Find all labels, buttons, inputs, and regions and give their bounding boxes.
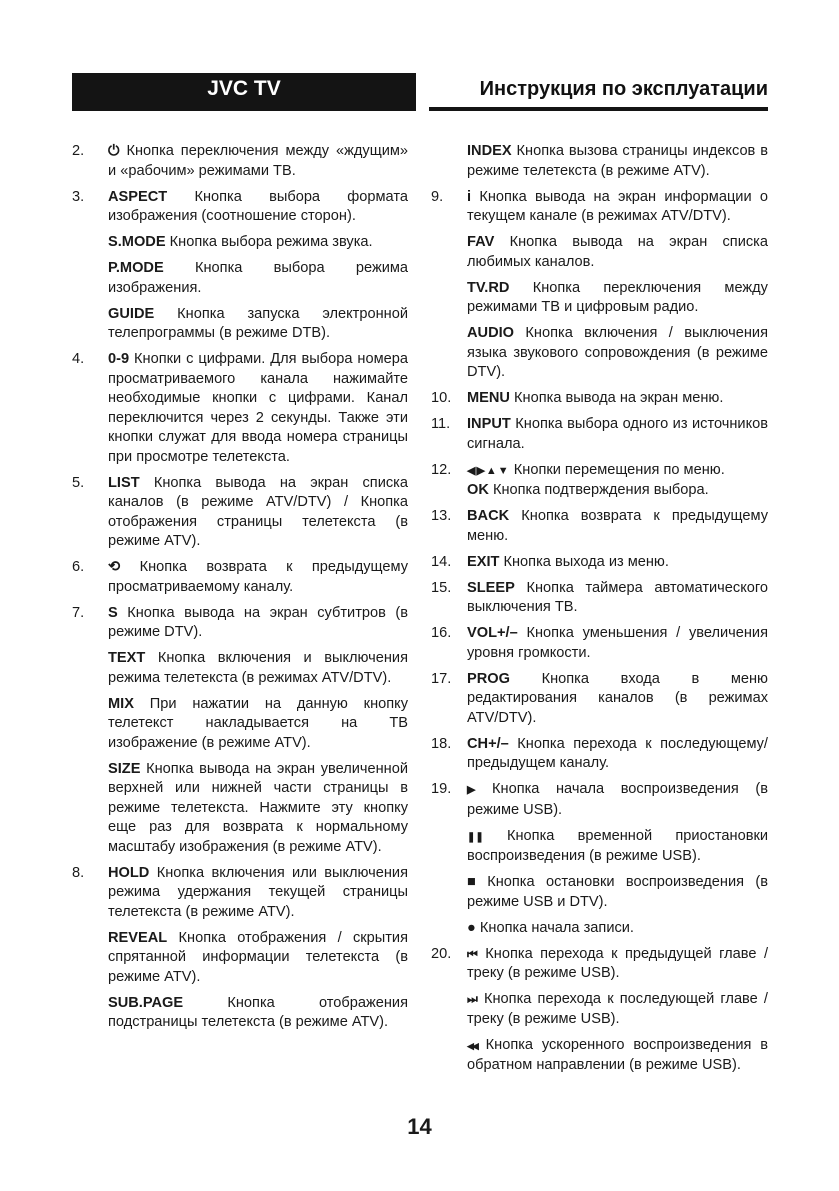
item-text: Кнопка выбора режима звука. xyxy=(169,234,373,250)
key-label: SUB.PAGE xyxy=(108,994,184,1011)
item-text: Кнопка перехода к последующему/предыдущем каналу. xyxy=(467,735,768,771)
item-number: 18. xyxy=(431,735,452,752)
item-text: Кнопка переключения между «ждущим» и «рабочим» режимами ТВ. xyxy=(108,143,408,179)
list-item xyxy=(431,579,768,618)
key-label: EXIT xyxy=(467,553,500,570)
key-label: OK xyxy=(467,482,489,498)
key-label: PROG xyxy=(467,670,510,687)
item-text: Кнопка временной приостановки воспроизведения (в режиме USB). xyxy=(467,827,769,864)
list-subitem xyxy=(72,760,408,858)
list-subitem xyxy=(431,1036,768,1076)
item-text: Кнопка возврата к предыдущему просматриваемому каналу. xyxy=(108,559,408,595)
item-text: Кнопка таймера автоматического выключения ТВ. xyxy=(467,579,768,615)
info-icon: i xyxy=(467,188,472,205)
key-label: BACK xyxy=(467,508,510,524)
item-text: Кнопка включения / выключения языка звукового сопровождения (в режиме DTV). xyxy=(467,325,768,380)
next-track-icon: ⏭ xyxy=(467,992,478,1006)
right-column xyxy=(431,142,768,1082)
item-text: Кнопка отображения подстраницы телетекста (в режиме ATV). xyxy=(108,994,408,1030)
item-text: Кнопка выбора одного из источников сигнала. xyxy=(467,416,768,452)
item-number: 13. xyxy=(431,508,452,524)
item-text: Кнопка вывода на экран списка каналов (в режиме ATV/DTV) / Кнопка отображения страницы телетекста (в режиме ATV). xyxy=(108,474,408,549)
item-number: 7. xyxy=(72,604,85,621)
stop-icon: ■ xyxy=(467,874,476,890)
key-label: REVEAL xyxy=(108,929,168,946)
key-label: TEXT xyxy=(108,650,146,666)
previous-track-icon: ⏮ xyxy=(467,946,478,961)
key-label: INDEX xyxy=(467,143,512,159)
item-number: 20. xyxy=(431,945,452,962)
item-text: Кнопка вывода на экран информации о текущем канале (в режимах ATV/DTV). xyxy=(467,188,768,224)
item-text: Кнопка начала воспроизведения (в режиме USB). xyxy=(467,781,768,818)
list-subitem xyxy=(431,233,768,272)
key-label: MIX xyxy=(108,695,134,712)
item-text: Кнопка подтверждения выбора. xyxy=(492,482,709,498)
item-number: 17. xyxy=(431,670,452,687)
key-label: HOLD xyxy=(108,864,150,881)
item-text: Кнопка остановки воспроизведения (в режиме USB и DTV). xyxy=(467,874,768,910)
item-text: Кнопка выбора режима изображения. xyxy=(108,260,409,296)
list-item xyxy=(431,945,768,984)
left-column xyxy=(72,142,408,1039)
play-icon: ▶ xyxy=(467,784,476,796)
list-item xyxy=(72,188,408,227)
list-subitem xyxy=(431,827,768,867)
item-number: 15. xyxy=(431,579,452,596)
list-subitem xyxy=(431,873,768,912)
key-label: SLEEP xyxy=(467,579,515,596)
item-text: Кнопка ускоренного воспроизведения в обратном направлении (в режиме USB). xyxy=(467,1036,768,1073)
list-item xyxy=(431,415,768,454)
item-text: Кнопка начала записи. xyxy=(479,919,634,936)
list-item xyxy=(431,780,768,820)
list-subitem xyxy=(72,994,408,1033)
item-number: 16. xyxy=(431,625,452,641)
brand-block xyxy=(72,73,416,111)
item-text: Кнопка вывода на экран меню. xyxy=(514,390,724,406)
list-item xyxy=(431,389,768,409)
list-subitem xyxy=(431,324,768,383)
item-text: При нажатии на данную кнопку телетекст накладывается на ТВ изображение (в режиме ATV). xyxy=(108,695,408,751)
item-number: 11. xyxy=(431,416,451,432)
item-number: 19. xyxy=(431,781,452,797)
item-text: Кнопка выбора формата изображения (соотношение сторон). xyxy=(108,188,408,224)
item-number: 3. xyxy=(72,188,85,205)
key-label: ASPECT xyxy=(108,188,168,205)
list-subitem xyxy=(431,990,768,1029)
document-title: Инструкция по эксплуатации xyxy=(479,78,768,100)
item-text: Кнопка вывода на экран субтитров (в режиме DTV). xyxy=(108,604,408,640)
item-number: 8. xyxy=(72,864,85,881)
list-item xyxy=(431,670,768,729)
item-text: Кнопка переключения между режимами ТВ и цифровым радио. xyxy=(467,279,768,315)
list-item xyxy=(431,507,768,546)
page-number: 14 xyxy=(407,1114,432,1139)
list-subitem xyxy=(72,929,408,988)
item-number: 10. xyxy=(431,390,452,406)
power-icon: ⏻ xyxy=(108,143,120,159)
list-item xyxy=(72,474,408,552)
item-text: Кнопка включения или выключения режима удержания текущей страницы телетекста (в режиме ATV). xyxy=(108,864,408,920)
return-icon: ⟲ xyxy=(108,559,121,575)
item-text: Кнопка выхода из меню. xyxy=(503,553,669,570)
item-number: 5. xyxy=(72,474,85,491)
pause-icon: ❚❚ xyxy=(467,831,484,843)
list-item xyxy=(72,558,408,597)
key-label: CH+/– xyxy=(467,735,509,752)
list-subitem xyxy=(431,279,768,318)
item-text: Кнопка уменьшения / увеличения уровня громкости. xyxy=(467,625,768,661)
key-label: INPUT xyxy=(467,416,511,432)
item-number: 12. xyxy=(431,461,452,478)
list-subitem xyxy=(72,233,408,253)
item-text: Кнопка вывода на экран увеличенной верхней или нижней части страницы в режиме телетекста. Нажмите эту кнопку еще раз для возврата к нормальному масштабу изображения (в режиме ATV). xyxy=(108,760,409,855)
item-text: Кнопка вывода на экран списка любимых каналов. xyxy=(467,234,768,270)
item-text: Кнопки перемещения по меню. xyxy=(513,461,725,478)
item-text: Кнопка входа в меню редактирования каналов (в режимах ATV/DTV). xyxy=(467,670,768,726)
title-underline xyxy=(429,107,768,111)
list-item xyxy=(431,553,768,573)
key-label: LIST xyxy=(108,474,140,491)
item-text: Кнопка отображения / скрытия спрятанной информации телетекста (в режиме ATV). xyxy=(108,929,408,985)
item-text: Кнопки с цифрами. Для выбора номера просматриваемого канала нажимайте необходимые кнопки с цифрами. Канал переключится через 2 секунды. Также эти кнопки служат для ввода номера страницы при просмотре телетекста. xyxy=(108,351,408,465)
rewind-icon: ◀◀ xyxy=(467,1040,477,1051)
list-subitem xyxy=(431,919,768,939)
item-text: Кнопка включения и выключения режима телетекста (в режимах ATV/DTV). xyxy=(108,650,408,686)
list-item xyxy=(431,735,768,774)
key-label: SIZE xyxy=(108,760,141,777)
page-header xyxy=(72,73,768,111)
key-label: P.MODE xyxy=(108,260,164,276)
item-number: 2. xyxy=(72,143,85,159)
item-text: Кнопка возврата к предыдущему меню. xyxy=(467,508,768,544)
list-subitem xyxy=(431,142,768,181)
brand-title: JVC TV xyxy=(207,77,281,100)
item-text: Кнопка перехода к предыдущей главе /треку (в режиме USB). xyxy=(467,945,768,981)
list-item xyxy=(72,864,408,923)
key-label: S.MODE xyxy=(108,234,166,250)
key-label: VOL+/– xyxy=(467,625,518,641)
item-number: 4. xyxy=(72,351,85,367)
list-item xyxy=(72,350,408,467)
arrow-keys-icon: ◀▶▲▼ xyxy=(467,464,510,477)
list-subitem xyxy=(72,305,408,344)
item-number: 14. xyxy=(431,553,452,570)
record-icon: ● xyxy=(467,919,476,936)
item-text: Кнопка перехода к последующей главе / треку (в режиме USB). xyxy=(467,991,768,1027)
key-label: TV.RD xyxy=(467,279,510,296)
key-label: S xyxy=(108,604,118,621)
list-subitem xyxy=(72,695,408,754)
list-item xyxy=(72,142,408,181)
list-subitem xyxy=(72,649,408,688)
key-label: AUDIO xyxy=(467,325,515,341)
key-label: GUIDE xyxy=(108,305,155,322)
key-label: FAV xyxy=(467,234,495,250)
item-text: Кнопка вызова страницы индексов в режиме телетекста (в режиме ATV). xyxy=(467,143,768,179)
key-label: MENU xyxy=(467,390,510,406)
title-block xyxy=(429,73,768,111)
list-item xyxy=(72,604,408,643)
list-item xyxy=(431,188,768,227)
list-item xyxy=(431,461,768,501)
item-number: 6. xyxy=(72,559,85,575)
key-label: 0-9 xyxy=(108,351,130,367)
list-subitem xyxy=(72,259,408,298)
item-text: Кнопка запуска электронной телепрограммы (в режиме DTB). xyxy=(108,305,408,341)
list-item xyxy=(431,624,768,663)
item-number: 9. xyxy=(431,188,444,205)
